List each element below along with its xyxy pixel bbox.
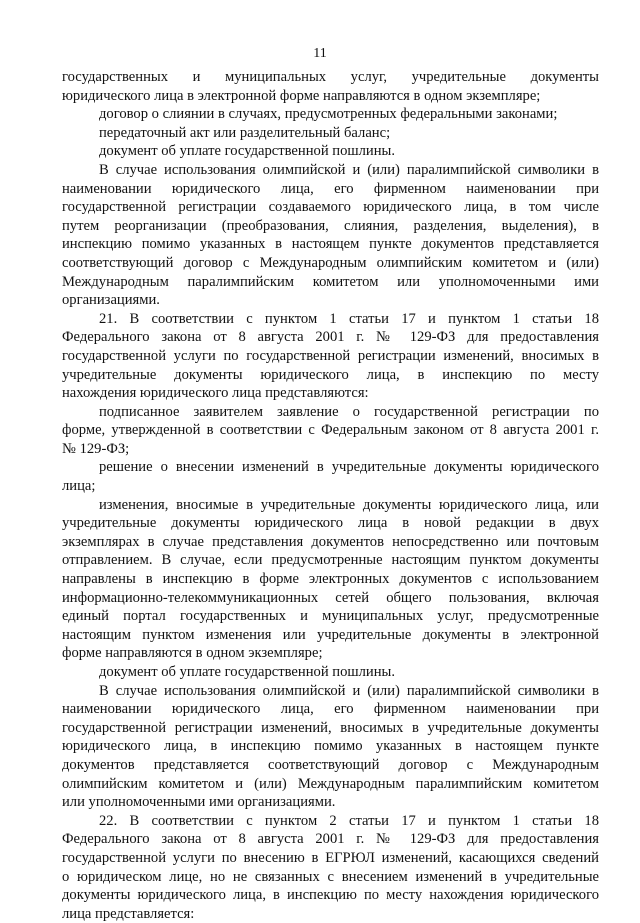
text-line: организациями. <box>62 292 160 309</box>
text-line: Федерального закона от 8 августа 2001 г. № 129-ФЗ для предоставления <box>62 831 599 848</box>
text-line: документ об уплате государственной пошлины. <box>99 664 395 680</box>
text-line: государственной услуги по государственной регистрации изменений, вносимых в <box>62 347 599 364</box>
text-line: документов представляется соответствующий договор с Международным <box>62 756 599 773</box>
text-line: путем реорганизации (преобразования, слияния, разделения, выделения), в <box>62 217 599 234</box>
text-line: договор о слиянии в случаях, предусмотренных федеральными законами; <box>99 106 558 123</box>
text-line: лица; <box>62 478 96 495</box>
document-body <box>62 68 599 923</box>
text-line: документ об уплате государственной пошлины. <box>99 143 395 160</box>
text-line: В случае использования олимпийской и (или) паралимпийской символики в <box>99 161 599 178</box>
text-line: лица представляется: <box>62 905 195 922</box>
text-line: юридического лица в электронной форме направляются в одном экземпляре; <box>62 87 541 104</box>
page-number: 11 <box>313 46 327 61</box>
text-line: олимпийским комитетом и (или) Международным паралимпийским комитетом <box>62 775 599 792</box>
text-line: государственных и муниципальных услуг, учредительные документы <box>62 69 599 85</box>
text-line: форме, утвержденной в соответствии с Федеральным законом от 8 августа 2001 г. <box>62 422 599 439</box>
text-line: единый портал государственных и муниципальных услуг, предусмотренные <box>62 608 599 625</box>
text-line: форме направляются в одном экземпляре; <box>62 645 323 662</box>
text-line: Международным паралимпийским комитетом или уполномоченными ими <box>62 273 599 290</box>
text-line: государственной регистрации создаваемого юридического лица, в том числе <box>62 199 599 216</box>
text-line: настоящим пунктом изменения или учредительные документы в электронной <box>62 626 599 643</box>
text-line: № 129-ФЗ; <box>62 440 130 457</box>
text-line: отправлением. В случае, если предусмотренные настоящим пунктом документы <box>62 552 599 569</box>
text-line: государственной услуги по внесению в ЕГРЮЛ изменений, касающихся сведений <box>62 849 599 866</box>
text-line: учредительные документы юридического лица в новой редакции в двух <box>62 515 599 532</box>
text-line: 21. В соответствии с пунктом 1 статьи 17 и пунктом 1 статьи 18 <box>99 310 599 327</box>
text-line: учредительные документы юридического лица, в инспекцию по месту <box>62 366 599 383</box>
text-line: соответствующий договор с Международным олимпийским комитетом и (или) <box>62 254 599 271</box>
text-line: юридического лица, в инспекцию помимо указанных в настоящем пункте <box>62 738 599 755</box>
text-line: передаточный акт или разделительный баланс; <box>99 124 391 141</box>
text-line: 22. В соответствии с пунктом 2 статьи 17 и пунктом 1 статьи 18 <box>99 812 599 829</box>
text-line: наименовании юридического лица, его фирменном наименовании при <box>62 180 599 197</box>
text-line: наименовании юридического лица, его фирменном наименовании при <box>62 701 599 718</box>
text-line: о юридическом лице, но не связанных с внесением изменений в учредительные <box>62 868 599 885</box>
text-line: В случае использования олимпийской и (или) паралимпийской символики в <box>99 682 599 699</box>
text-line: Федерального закона от 8 августа 2001 г. № 129-ФЗ для предоставления <box>62 329 599 346</box>
text-line: документы юридического лица, в инспекцию по месту нахождения юридического <box>62 887 599 904</box>
text-line: решение о внесении изменений в учредительные документы юридического <box>99 459 599 476</box>
text-line: экземплярах в случае представления документов непосредственно или почтовым <box>62 533 599 550</box>
text-line: инспекцию помимо указанных в настоящем пункте документов представляется <box>62 236 599 253</box>
text-line: изменения, вносимые в учредительные документы юридического лица, или <box>99 496 599 513</box>
text-line: подписанное заявителем заявление о государственной регистрации по <box>99 403 599 420</box>
text-line: или уполномоченными ими организациями. <box>62 794 336 811</box>
text-line: нахождения юридического лица представляются: <box>62 385 369 402</box>
text-line: направлены в инспекцию в форме электронных документов с использованием <box>62 571 599 588</box>
text-line: государственной регистрации изменений, вносимых в учредительные документы <box>62 719 599 736</box>
text-line: информационно-телекоммуникационных сетей общего пользования, включая <box>62 589 599 606</box>
